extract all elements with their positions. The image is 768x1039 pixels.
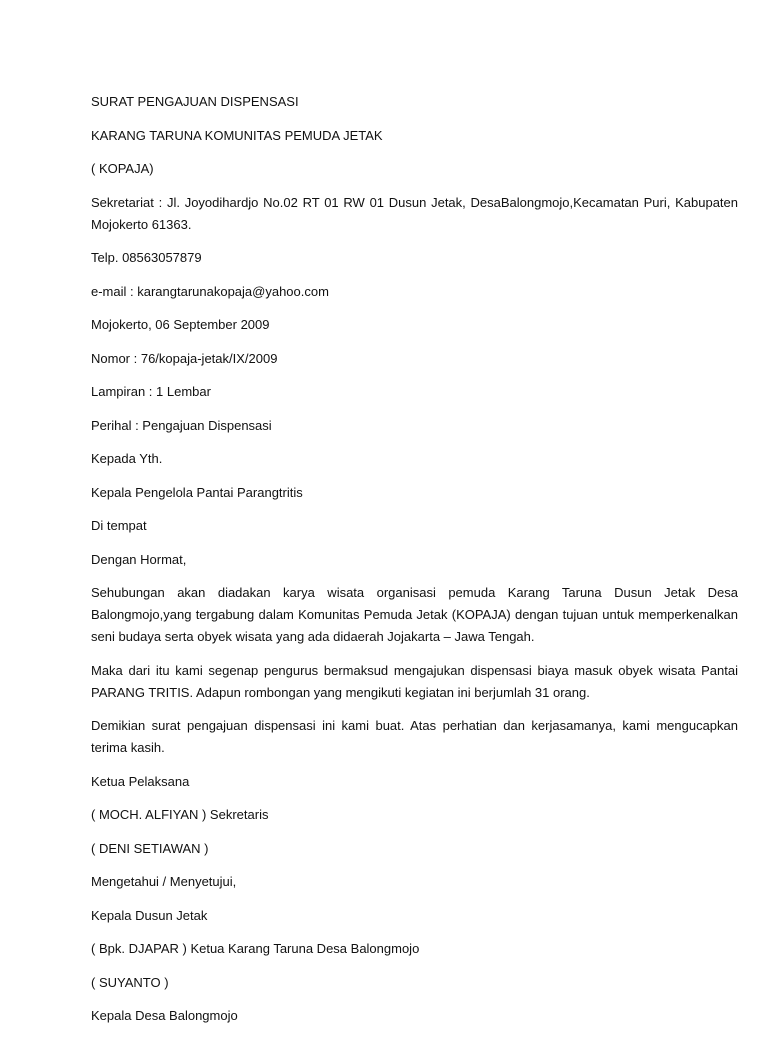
attachment-line: Lampiran : 1 Lembar <box>91 384 211 399</box>
secretary-name: ( DENI SETIAWAN ) <box>91 840 209 856</box>
organization-name: KARANG TARUNA KOMUNITAS PEMUDA JETAK <box>91 127 383 143</box>
subject-line: Perihal : Pengajuan Dispensasi <box>91 417 272 433</box>
hamlet-head-name-youth-title: ( Bpk. DJAPAR ) Ketua Karang Taruna Desa Balongmojo <box>91 941 420 956</box>
to-label: Kepada Yth. <box>91 451 163 466</box>
body-paragraph-3: Demikian surat pengajuan dispensasi ini kami buat. Atas perhatian dan kerjasamanya, kami mengucapkan terima kasih. <box>91 718 738 755</box>
letter-title: SURAT PENGAJUAN DISPENSASI <box>91 94 299 109</box>
body-paragraph-1: Sehubungan akan diadakan karya wisata organisasi pemuda Karang Taruna Dusun Jetak Desa Balongmojo,yang tergabung dalam Komunitas Pemuda Jetak (KOPAJA) dengan tujuan untuk memperkenalkan seni budaya serta obyek wisata yang ada didaerah Jojakarta – Jawa Tengah. <box>91 585 738 644</box>
recipient: Kepala Pengelola Pantai Parangtritis <box>91 484 303 500</box>
chairman-title: Ketua Pelaksana <box>91 773 190 789</box>
approval-line: Mengetahui / Menyetujui, <box>91 874 237 889</box>
letter-body <box>91 91 738 1039</box>
letter-number: Nomor : 76/kopaja-jetak/IX/2009 <box>91 350 278 366</box>
secretariat-address: Sekretariat : Jl. Joyodihardjo No.02 RT 01 RW 01 Dusun Jetak, DesaBalongmojo,Kecamatan Puri, Kabupaten Mojokerto 61363. <box>91 194 738 232</box>
organization-abbreviation: ( KOPAJA) <box>91 161 154 176</box>
greeting: Dengan Hormat, <box>91 551 187 567</box>
phone-number: Telp. 08563057879 <box>91 250 202 265</box>
place-date: Mojokerto, 06 September 2009 <box>91 317 270 332</box>
recipient-place: Di tempat <box>91 518 147 533</box>
youth-head-name: ( SUYANTO ) <box>91 974 169 990</box>
hamlet-head-title: Kepala Dusun Jetak <box>91 907 208 923</box>
email-address: e-mail : karangtarunakopaja@yahoo.com <box>91 283 329 299</box>
body-paragraph-2: Maka dari itu kami segenap pengurus bermaksud mengajukan dispensasi biaya masuk obyek wisata Pantai PARANG TRITIS. Adapun rombongan yang mengikuti kegiatan ini berjumlah 31 orang. <box>91 662 738 700</box>
chairman-name-secretary-title: ( MOCH. ALFIYAN ) Sekretaris <box>91 807 269 822</box>
village-head-title: Kepala Desa Balongmojo <box>91 1008 238 1023</box>
